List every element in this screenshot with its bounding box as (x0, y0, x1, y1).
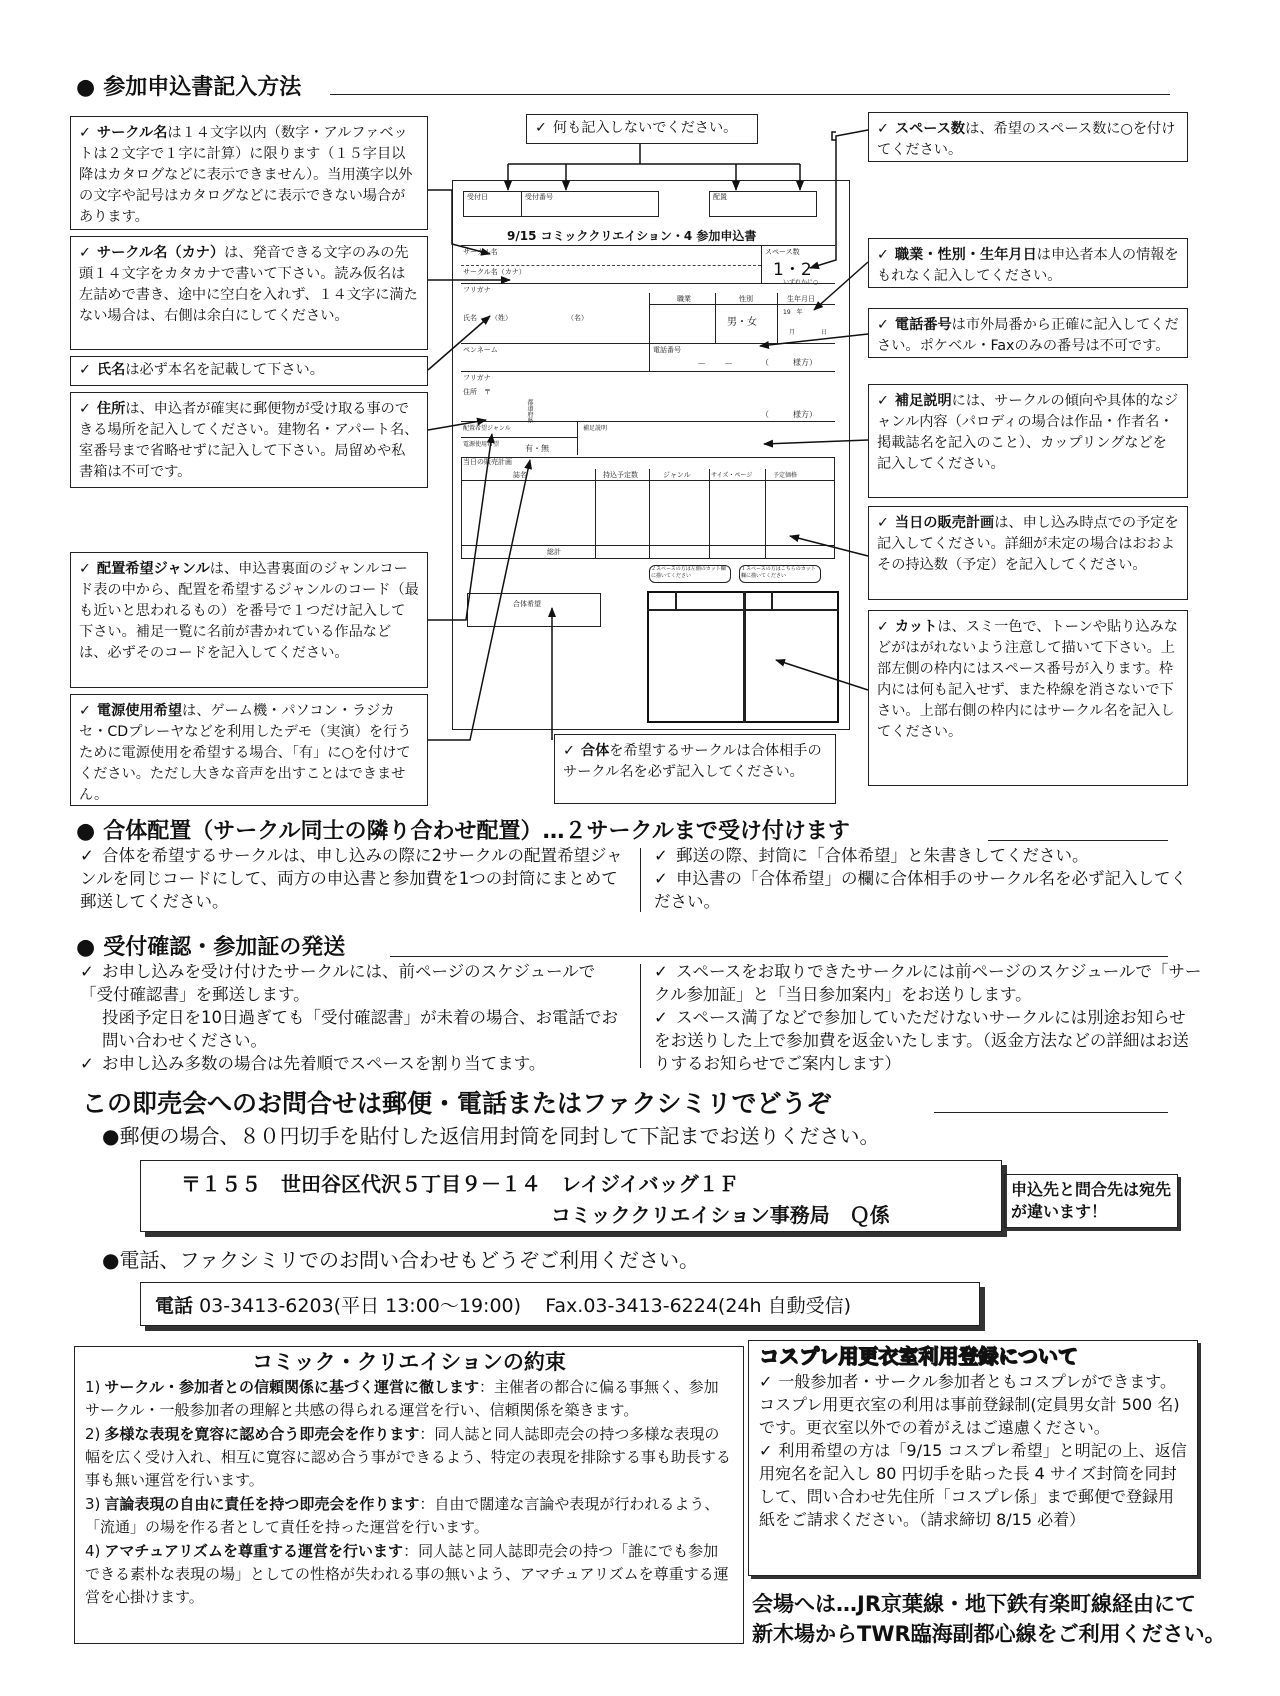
section2-right-item: ✓ 郵送の際、封筒に「合体希望」と朱書きしてください。 (654, 846, 1089, 865)
check-icon: ✓ (79, 245, 91, 261)
form-kana-label: サークル名（カナ） (463, 268, 526, 276)
cosplay-title: コスプレ用更衣室利用登録について (759, 1344, 1078, 1368)
divider (640, 964, 641, 1068)
form-receipt-date-label: 受付日 (467, 193, 488, 201)
note-circle-kana: ✓ サークル名（カナ）は、発音できる文字のみの先頭１４文字をカタカナで書いて下さい。読み仮名は左詰めで書き、途中に空白を入れず、１４文字に満たない場合は、右側は余白にしてください。 (70, 236, 428, 350)
check-icon: ✓ (654, 1008, 668, 1027)
note-supplement: ✓ 補足説明には、サークルの傾向や具体的なジャンル内容（パロディの場合は作品・作者名・掲載誌名を記入のこと）、カップリングなどを記入してください。 (868, 384, 1188, 498)
section2-left: ✓ 合体を希望するサークルは、申し込みの際に2サークルの配置希望ジャンルを同じコードにして、両方の申込書と参加費を1つの封筒にまとめて郵送してください。 (80, 846, 623, 911)
form-line (577, 421, 578, 455)
arrow-line (832, 132, 836, 140)
promise-title: コミック・クリエイションの約束 (252, 1350, 566, 1374)
form-col-price: 予定価格 (773, 472, 798, 479)
fax-number: Fax.03-3413-6224(24h 自動受信) (545, 1295, 852, 1317)
section3-left-item: ✓ お申し込み多数の場合は先着順でスペースを割り当てます。 (80, 1054, 546, 1073)
check-icon: ✓ (80, 1054, 94, 1073)
note-joint: ✓ 合体を希望するサークルは合体相手のサークル名を必ず記入してください。 (554, 734, 836, 804)
form-cut-note1: ２スペースの方は左側のカット欄に描いてください (651, 566, 726, 579)
promise-item (85, 1376, 733, 1422)
promise-item (85, 1540, 733, 1609)
form-birth-label: 生年月日 (787, 295, 815, 303)
form-space-label: スペース数 (765, 248, 800, 256)
check-icon: ✓ (877, 515, 889, 531)
form-power-label: 電源使用希望 (463, 441, 500, 448)
form-address-label: 住所 〒 (463, 388, 491, 396)
section3-left (80, 960, 628, 1075)
check-icon: ✓ (563, 743, 575, 759)
promise-item-text: ：同人誌と同人誌即売会の持つ多様な表現の幅を広く受け入れ、相互に寛容に認め合う事ができるよう、特定の表現を排除する事も助長する事も無い運営を行います。 (85, 1425, 731, 1489)
form-furigana-label: フリガナ (463, 286, 491, 294)
form-genre-label: 配置希望ジャンル (463, 425, 511, 432)
form-supplement-label: 補足説明 (583, 425, 608, 432)
section2-right (654, 844, 1202, 913)
note-genre: ✓ 配置希望ジャンルは、申込書裏面のジャンルコード表の中から、配置を希望するジャンルのコード（最も近いと思われるもの）を番号で１つだけ記入して下さい。補足一覧に名前が書かれている作品などは、必ずそのコードを記入してください。 (70, 552, 428, 688)
promise-box (74, 1346, 744, 1644)
form-furigana-row (461, 283, 835, 284)
form-sei-label: （姓） (491, 314, 512, 322)
form-space-note: いずれかに○ (783, 279, 819, 286)
note-name: ✓ 氏名は必ず本名を記載して下さい。 (70, 356, 428, 386)
cosplay-item: ✓ 一般参加者・サークル参加者ともコスプレができます。コスプレ用更衣室の利用は事前登録制(定員男女計 500 名)です。更衣室以外での着がえはご遠慮ください。 (759, 1372, 1180, 1437)
check-icon: ✓ (759, 1441, 773, 1460)
form-line (647, 609, 839, 611)
warning-box (1004, 1174, 1178, 1228)
form-month-label: 月 (789, 329, 796, 336)
check-icon: ✓ (79, 401, 91, 417)
form-power-row (461, 437, 577, 438)
form-line (777, 293, 778, 343)
form-yobidashi2: （ 様方） (761, 410, 817, 419)
form-genre-row (461, 421, 835, 422)
form-total-row (461, 545, 835, 546)
section3-right-item: ✓ スペース満了などで参加していただけないサークルには別途お知らせをお送りした上で参加費を返金いたします。（返金方法などの詳細はお送りするお知らせでご案内します） (654, 1008, 1189, 1073)
form-line (771, 591, 773, 609)
promise-item-text: ：自由で闊達な言論や表現が行われるよう、「流通」の場を作る者として責任を持った運営を行います。 (85, 1495, 720, 1536)
phone-box (140, 1282, 980, 1326)
section3-right-item: ✓ スペースをお取りできたサークルには前ページのスケジュールで「サークル参加証」と「当日参加案内」をお送りします。 (654, 962, 1202, 1004)
form-line (675, 591, 677, 609)
bullet-icon: ● (76, 935, 96, 960)
form-sales-label: 当日の販売計画 (463, 458, 512, 466)
form-joint-label: 合体希望 (513, 600, 541, 608)
promise-item-text: ：同人誌と同人誌即売会の持つ「誰にでも参加できる素朴な表現の場」としての性格が失われる事の無いよう、アマチュアリズムを尊重する運営を心掛けます。 (85, 1542, 729, 1606)
section2-right-item: ✓ 申込書の「合体希望」の欄に合体相手のサークル名を必ず記入してください。 (654, 869, 1188, 911)
promise-item-text: ：主催者の都合に偏る事無く、参加サークル・一般参加者の理解と共感の得られる運営を行い、信頼関係を築きます。 (85, 1378, 719, 1419)
promise-item-number: 2) (85, 1425, 101, 1443)
bullet-icon: ● (76, 75, 96, 100)
warning-text: 申込先と問合先は宛先が違います！ (1011, 1180, 1172, 1221)
form-line (715, 293, 716, 343)
check-icon: ✓ (877, 393, 889, 409)
bullet-icon: ● (76, 819, 96, 844)
application-form (452, 180, 850, 730)
check-icon: ✓ (877, 317, 889, 333)
promise-item (85, 1493, 733, 1539)
promise-item-heading: 言論表現の自由に責任を持つ即売会を作ります (104, 1495, 420, 1513)
section2-underline (988, 840, 1168, 841)
check-icon: ✓ (759, 1372, 773, 1391)
check-icon: ✓ (79, 561, 91, 577)
form-header-box (463, 191, 659, 217)
check-icon: ✓ (80, 962, 94, 981)
contact-title: この即売会へのお問合せは郵便・電話またはファクシミリでどうぞ (82, 1089, 832, 1118)
note-circle-name: ✓ サークル名は１４文字以内（数字・アルファベットは２文字で１字に計算）に限ります（１５字目以降はカタログなどに表示できません）。当用漢字以外の文字や記号はカタログなどに表示できない場合があります。 (70, 116, 428, 230)
promise-item-number: 4) (85, 1542, 101, 1560)
form-tel-dash: － － (697, 360, 734, 370)
note-job: ✓ 職業・性別・生年月日は申込者本人の情報をもれなく記入してください。 (868, 238, 1188, 288)
form-placement-label: 配置 (713, 193, 727, 201)
form-kana-row (461, 265, 761, 266)
form-col-genre: ジャンル (663, 471, 691, 479)
phone-line: ●電話、ファクシミリでのお問い合わせもどうぞご利用ください。 (102, 1248, 700, 1272)
check-icon: ✓ (654, 962, 668, 981)
check-icon: ✓ (877, 619, 889, 635)
section1-title: ● 参加申込書記入方法 (76, 75, 302, 100)
form-address-sub: 都道府県 (526, 399, 533, 423)
check-icon: ✓ (654, 869, 668, 888)
section3-left-item: ✓ お申し込みを受け付けたサークルには、前ページのスケジュールで「受付確認書」を郵送します。 (80, 962, 596, 1004)
cosplay-item: ✓ 利用希望の方は「9/15 コスプレ希望」と明記の上、返信用宛名を記入し 80 円切手を貼った長 4 サイズ封筒を同封して、問い合わせ先住所「コスプレ係」まで郵便で登録用紙をご請求ください。（請求締切 8/15 必着） (759, 1441, 1187, 1529)
address-line1: 〒１５５ 世田谷区代沢５丁目９－１４ レイジイバッグ１Ｆ (181, 1172, 739, 1196)
form-receipt-number-label: 受付番号 (525, 193, 553, 201)
note-power: ✓ 電源使用希望は、ゲーム機・パソコン・ラジカセ・CDプレーヤなどを利用したデモ（実演）を行うために電源使用を希望する場合、「有」に○を付けてください。ただし大きな音声を出すことはできません。 (70, 694, 428, 806)
promise-item-heading: 多様な表現を寛容に認め合う即売会を作ります (104, 1425, 420, 1443)
form-mei-label: （名） (567, 314, 588, 322)
access-line1: 会場へは…JR京葉線・地下鉄有楽町線経由にて (752, 1592, 1196, 1616)
address-line2: コミッククリエイション事務局 Ｑ係 (551, 1203, 890, 1227)
tel-number: 03-3413-6203(平日 13:00〜19:00) (199, 1295, 522, 1317)
promise-item (85, 1423, 733, 1492)
form-title: 9/15 コミッククリエイション・4 参加申込書 (507, 229, 757, 243)
form-line (649, 343, 650, 371)
promise-item-heading: アマチュアリズムを尊重する運営を行います (104, 1542, 404, 1560)
form-yobidashi1: （ 様方） (761, 358, 817, 367)
note-sales: ✓ 当日の販売計画は、申し込み時点での予定を記入してください。詳細が未定の場合はおおよその持込数（予定）を記入してください。 (868, 506, 1188, 600)
promise-item-heading: サークル・参加者との信頼関係に基づく運営に徹します (104, 1378, 479, 1396)
form-sex-value: 男・女 (727, 317, 757, 328)
form-cut-note2: １スペースの方はこちらのカット欄に描いてください (741, 566, 816, 579)
form-circle-label: サークル名 (463, 248, 498, 256)
form-day-label: 日 (821, 329, 828, 336)
check-icon: ✓ (80, 846, 94, 865)
check-icon: ✓ (877, 247, 889, 263)
contact-underline (934, 1112, 1168, 1113)
section1-underline (330, 94, 1170, 95)
check-icon: ✓ (877, 121, 889, 137)
check-icon: ✓ (79, 703, 91, 719)
form-furigana2-label: フリガナ (463, 374, 491, 382)
section3-left-note: 投函予定日を10日過ぎても「受付確認書」が未着の場合、お電話でお問い合わせください。 (102, 1008, 618, 1050)
form-address-row (461, 371, 835, 372)
form-tel-label: 電話番号 (653, 346, 681, 354)
form-col-qty: 持込予定数 (603, 471, 638, 479)
form-sex-label: 性別 (739, 295, 753, 303)
promise-item-number: 3) (85, 1495, 101, 1513)
check-icon: ✓ (535, 120, 547, 136)
note-address: ✓ 住所は、申込者が確実に郵便物が受け取る事のできる場所を記入してください。建物名・アパート名、室番号まで省略せずに記入して下さい。局留めや私書箱は不可です。 (70, 392, 428, 488)
note-space: ✓ スペース数は、希望のスペース数に○を付けてください。 (868, 112, 1188, 162)
form-col-size: サイズ・ページ (711, 472, 753, 479)
section3-title: ● 受付確認・参加証の発送 (76, 935, 346, 960)
check-icon: ✓ (654, 846, 668, 865)
check-icon: ✓ (79, 362, 91, 378)
form-penname-row (461, 343, 835, 344)
tel-label: 電話 (155, 1295, 194, 1317)
cosplay-box (748, 1340, 1198, 1576)
section3-right (654, 960, 1202, 1075)
section2-title: ● 合体配置（サークル同士の隣り合わせ配置）…２サークルまで受け付けます (76, 819, 850, 844)
note-cut: ✓ カットは、スミ一色で、トーンや貼り込みなどがはがれないよう注意して描いて下さい。上部左側の枠内にはスペース番号が入ります。枠内には何も記入せず、また枠線を消さないで下さい。上部右側の枠内にはサークル名を記入してください。 (868, 610, 1188, 786)
form-power-value: 有・無 (525, 444, 549, 453)
access-line2: 新木場からTWR臨海副都心線をご利用ください。 (752, 1622, 1226, 1646)
note-phone: ✓ 電話番号は市外局番から正確に記入してください。ポケベル・Faxのみの番号は不可です。 (868, 308, 1188, 358)
promise-list (85, 1376, 733, 1609)
form-line (521, 191, 522, 217)
address-box (140, 1160, 1002, 1232)
divider (640, 848, 641, 912)
check-icon: ✓ (79, 125, 91, 141)
mail-line: ●郵便の場合、８０円切手を貼付した返信用封筒を同封して下記までお送りください。 (102, 1124, 880, 1148)
form-penname-label: ペンネーム (463, 346, 498, 354)
form-shimei-label: 氏名 (463, 314, 477, 322)
form-line (743, 591, 746, 723)
promise-item-number: 1) (85, 1378, 101, 1396)
form-total-label: 総計 (547, 548, 561, 556)
form-col-title: 誌名 (513, 471, 527, 479)
note-nothing: ✓ 何も記入しないでください。 (526, 114, 758, 144)
form-space-value: 1・2 (773, 260, 812, 280)
form-job-label: 職業 (677, 295, 691, 303)
form-year-label: 19 年 (783, 309, 803, 316)
section3-underline (390, 956, 1168, 957)
